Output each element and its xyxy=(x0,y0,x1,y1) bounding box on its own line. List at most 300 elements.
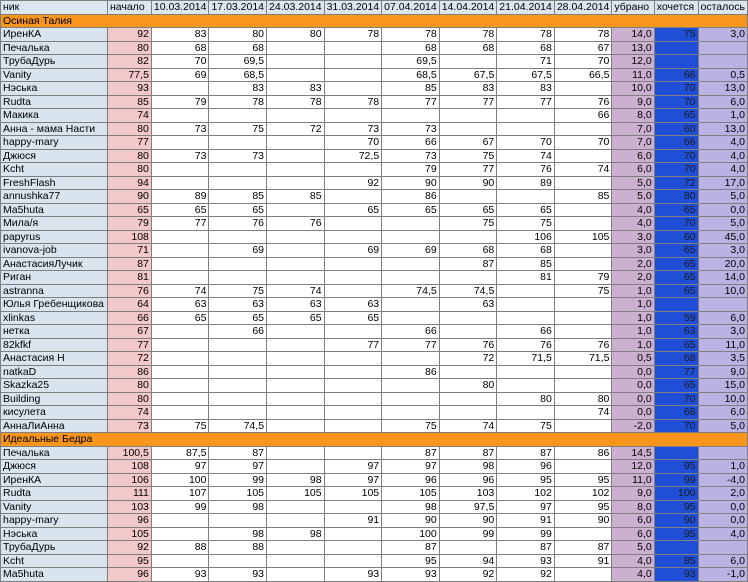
value-cell[interactable] xyxy=(209,136,267,150)
value-cell[interactable]: 67 xyxy=(439,136,497,150)
value-cell[interactable]: 102 xyxy=(497,487,555,501)
value-cell[interactable]: 76 xyxy=(554,338,612,352)
value-cell[interactable]: 86 xyxy=(382,365,440,379)
value-cell[interactable]: 67,5 xyxy=(439,68,497,82)
value-cell[interactable]: 66,5 xyxy=(554,68,612,82)
nick-cell[interactable]: Макика xyxy=(1,109,108,123)
value-cell[interactable]: 98 xyxy=(209,527,267,541)
value-cell[interactable]: 3,0 xyxy=(698,325,747,339)
value-cell[interactable] xyxy=(267,136,325,150)
nick-cell[interactable]: Ma5huta xyxy=(1,568,108,582)
value-cell[interactable]: 77 xyxy=(497,95,555,109)
value-cell[interactable]: 78 xyxy=(382,28,440,42)
value-cell[interactable]: 75 xyxy=(439,149,497,163)
value-cell[interactable]: 66 xyxy=(554,109,612,123)
nick-cell[interactable]: Rudta xyxy=(1,487,108,501)
value-cell[interactable]: 80 xyxy=(497,392,555,406)
value-cell[interactable] xyxy=(324,284,382,298)
value-cell[interactable]: 73 xyxy=(107,419,151,433)
value-cell[interactable]: 5,0 xyxy=(698,190,747,204)
value-cell[interactable]: 4,0 xyxy=(612,568,654,582)
value-cell[interactable]: 60 xyxy=(654,230,698,244)
value-cell[interactable] xyxy=(497,298,555,312)
value-cell[interactable]: 80 xyxy=(107,149,151,163)
value-cell[interactable]: 74 xyxy=(497,149,555,163)
value-cell[interactable] xyxy=(554,568,612,582)
value-cell[interactable]: 108 xyxy=(107,230,151,244)
value-cell[interactable]: 63 xyxy=(654,325,698,339)
header-cell[interactable]: 17.03.2014 xyxy=(209,1,267,15)
value-cell[interactable] xyxy=(267,271,325,285)
value-cell[interactable]: 69 xyxy=(209,244,267,258)
value-cell[interactable] xyxy=(267,149,325,163)
value-cell[interactable] xyxy=(151,176,209,190)
value-cell[interactable]: 8,0 xyxy=(612,109,654,123)
value-cell[interactable]: 65 xyxy=(267,311,325,325)
value-cell[interactable]: 103 xyxy=(439,487,497,501)
value-cell[interactable] xyxy=(151,406,209,420)
value-cell[interactable]: 73 xyxy=(151,149,209,163)
value-cell[interactable]: 107 xyxy=(151,487,209,501)
nick-cell[interactable]: Kcht xyxy=(1,163,108,177)
value-cell[interactable]: 74 xyxy=(107,109,151,123)
value-cell[interactable] xyxy=(324,352,382,366)
value-cell[interactable]: 5,0 xyxy=(612,190,654,204)
value-cell[interactable]: 66 xyxy=(382,325,440,339)
value-cell[interactable]: 74,5 xyxy=(382,284,440,298)
value-cell[interactable]: 83 xyxy=(497,82,555,96)
value-cell[interactable]: 75 xyxy=(654,28,698,42)
value-cell[interactable]: 91 xyxy=(497,514,555,528)
value-cell[interactable]: 93 xyxy=(324,568,382,582)
value-cell[interactable] xyxy=(382,109,440,123)
group-label[interactable]: Идеальные Бедра xyxy=(1,433,748,447)
value-cell[interactable] xyxy=(209,257,267,271)
value-cell[interactable]: 6,0 xyxy=(698,311,747,325)
value-cell[interactable]: -2,0 xyxy=(612,419,654,433)
value-cell[interactable]: 78 xyxy=(324,28,382,42)
value-cell[interactable]: 67 xyxy=(554,41,612,55)
value-cell[interactable] xyxy=(151,379,209,393)
value-cell[interactable]: -1,0 xyxy=(698,568,747,582)
value-cell[interactable] xyxy=(324,68,382,82)
value-cell[interactable]: 65 xyxy=(654,203,698,217)
value-cell[interactable]: 95 xyxy=(497,473,555,487)
value-cell[interactable] xyxy=(439,392,497,406)
value-cell[interactable] xyxy=(497,109,555,123)
value-cell[interactable] xyxy=(209,365,267,379)
value-cell[interactable] xyxy=(324,109,382,123)
value-cell[interactable]: 5,0 xyxy=(698,217,747,231)
value-cell[interactable] xyxy=(267,55,325,69)
value-cell[interactable] xyxy=(209,554,267,568)
value-cell[interactable]: 100 xyxy=(382,527,440,541)
value-cell[interactable]: 95 xyxy=(654,527,698,541)
value-cell[interactable]: 97 xyxy=(151,460,209,474)
value-cell[interactable] xyxy=(324,217,382,231)
value-cell[interactable]: 68 xyxy=(439,41,497,55)
value-cell[interactable]: 106 xyxy=(497,230,555,244)
value-cell[interactable] xyxy=(151,325,209,339)
value-cell[interactable]: 105 xyxy=(554,230,612,244)
value-cell[interactable]: 74 xyxy=(151,284,209,298)
value-cell[interactable]: 87 xyxy=(382,541,440,555)
value-cell[interactable]: 17,0 xyxy=(698,176,747,190)
value-cell[interactable] xyxy=(209,392,267,406)
value-cell[interactable]: 97 xyxy=(209,460,267,474)
value-cell[interactable]: 9,0 xyxy=(612,487,654,501)
value-cell[interactable]: 15,0 xyxy=(698,379,747,393)
header-cell[interactable]: хочется xyxy=(654,1,698,15)
value-cell[interactable]: 7,0 xyxy=(612,136,654,150)
value-cell[interactable]: 75 xyxy=(554,284,612,298)
value-cell[interactable]: 76 xyxy=(107,284,151,298)
nick-cell[interactable]: ivanova-job xyxy=(1,244,108,258)
value-cell[interactable] xyxy=(151,271,209,285)
value-cell[interactable]: 14,0 xyxy=(698,271,747,285)
value-cell[interactable]: 72,5 xyxy=(324,149,382,163)
value-cell[interactable] xyxy=(267,446,325,460)
value-cell[interactable]: 73 xyxy=(151,122,209,136)
value-cell[interactable] xyxy=(151,136,209,150)
value-cell[interactable]: 80 xyxy=(107,122,151,136)
value-cell[interactable] xyxy=(382,230,440,244)
value-cell[interactable] xyxy=(324,190,382,204)
value-cell[interactable]: 82 xyxy=(107,55,151,69)
value-cell[interactable]: 80 xyxy=(107,163,151,177)
value-cell[interactable]: 79 xyxy=(107,217,151,231)
value-cell[interactable] xyxy=(497,406,555,420)
value-cell[interactable] xyxy=(209,379,267,393)
value-cell[interactable] xyxy=(324,82,382,96)
value-cell[interactable]: 68 xyxy=(209,41,267,55)
value-cell[interactable]: 93 xyxy=(654,568,698,582)
value-cell[interactable]: 79 xyxy=(554,271,612,285)
value-cell[interactable]: 73 xyxy=(382,122,440,136)
value-cell[interactable]: 3,5 xyxy=(698,352,747,366)
value-cell[interactable]: 100 xyxy=(654,487,698,501)
value-cell[interactable]: 90 xyxy=(554,514,612,528)
value-cell[interactable] xyxy=(554,325,612,339)
value-cell[interactable] xyxy=(698,41,747,55)
value-cell[interactable]: 69,5 xyxy=(382,55,440,69)
value-cell[interactable] xyxy=(554,527,612,541)
value-cell[interactable]: 97,5 xyxy=(439,500,497,514)
value-cell[interactable]: 78 xyxy=(209,95,267,109)
value-cell[interactable]: 95 xyxy=(554,473,612,487)
value-cell[interactable]: 70 xyxy=(654,163,698,177)
value-cell[interactable]: 70 xyxy=(654,149,698,163)
value-cell[interactable]: 1,0 xyxy=(612,311,654,325)
value-cell[interactable] xyxy=(698,446,747,460)
value-cell[interactable] xyxy=(151,392,209,406)
value-cell[interactable]: 69 xyxy=(382,244,440,258)
value-cell[interactable]: 85 xyxy=(497,257,555,271)
value-cell[interactable]: 1,0 xyxy=(698,109,747,123)
value-cell[interactable]: 69 xyxy=(324,244,382,258)
value-cell[interactable]: 77 xyxy=(107,136,151,150)
value-cell[interactable]: 75 xyxy=(209,122,267,136)
value-cell[interactable]: 75 xyxy=(497,419,555,433)
value-cell[interactable]: 99 xyxy=(439,527,497,541)
header-cell[interactable]: 07.04.2014 xyxy=(382,1,440,15)
value-cell[interactable]: 75 xyxy=(209,284,267,298)
value-cell[interactable]: 79 xyxy=(382,163,440,177)
value-cell[interactable]: 65 xyxy=(654,284,698,298)
value-cell[interactable]: 70 xyxy=(654,217,698,231)
value-cell[interactable]: 70 xyxy=(654,82,698,96)
value-cell[interactable]: 6,0 xyxy=(698,95,747,109)
value-cell[interactable]: 5,0 xyxy=(612,176,654,190)
header-cell[interactable]: начало xyxy=(107,1,151,15)
value-cell[interactable]: 86 xyxy=(382,190,440,204)
value-cell[interactable] xyxy=(439,109,497,123)
nick-cell[interactable]: annushka77 xyxy=(1,190,108,204)
value-cell[interactable] xyxy=(382,298,440,312)
value-cell[interactable]: 89 xyxy=(151,190,209,204)
value-cell[interactable]: 0,0 xyxy=(612,406,654,420)
value-cell[interactable]: 90 xyxy=(439,514,497,528)
value-cell[interactable]: 85 xyxy=(554,190,612,204)
value-cell[interactable]: 65 xyxy=(654,338,698,352)
value-cell[interactable] xyxy=(267,325,325,339)
value-cell[interactable] xyxy=(151,163,209,177)
value-cell[interactable]: 65 xyxy=(654,244,698,258)
value-cell[interactable]: 0,0 xyxy=(612,379,654,393)
value-cell[interactable] xyxy=(209,514,267,528)
value-cell[interactable]: 76 xyxy=(497,338,555,352)
value-cell[interactable]: 108 xyxy=(107,460,151,474)
value-cell[interactable] xyxy=(654,41,698,55)
value-cell[interactable] xyxy=(439,311,497,325)
value-cell[interactable]: 4,0 xyxy=(698,136,747,150)
value-cell[interactable]: 74,5 xyxy=(209,419,267,433)
header-cell[interactable]: 10.03.2014 xyxy=(151,1,209,15)
value-cell[interactable]: 68 xyxy=(654,352,698,366)
value-cell[interactable] xyxy=(267,109,325,123)
value-cell[interactable] xyxy=(554,460,612,474)
value-cell[interactable]: 65 xyxy=(151,203,209,217)
value-cell[interactable]: 10,0 xyxy=(612,82,654,96)
value-cell[interactable]: 87 xyxy=(554,541,612,555)
value-cell[interactable] xyxy=(209,163,267,177)
value-cell[interactable]: 95 xyxy=(654,460,698,474)
value-cell[interactable]: 96 xyxy=(382,473,440,487)
value-cell[interactable] xyxy=(654,55,698,69)
value-cell[interactable]: 7,0 xyxy=(612,122,654,136)
value-cell[interactable]: 91 xyxy=(554,554,612,568)
value-cell[interactable]: 103 xyxy=(107,500,151,514)
value-cell[interactable]: 92 xyxy=(439,568,497,582)
value-cell[interactable]: 14,0 xyxy=(612,28,654,42)
value-cell[interactable]: 0,0 xyxy=(612,392,654,406)
value-cell[interactable]: 2,0 xyxy=(612,271,654,285)
value-cell[interactable]: 71,5 xyxy=(497,352,555,366)
value-cell[interactable]: 74 xyxy=(554,163,612,177)
value-cell[interactable]: 68 xyxy=(382,41,440,55)
value-cell[interactable] xyxy=(267,406,325,420)
value-cell[interactable]: 70 xyxy=(497,136,555,150)
value-cell[interactable]: 95 xyxy=(382,554,440,568)
value-cell[interactable]: 77,5 xyxy=(107,68,151,82)
value-cell[interactable]: 85 xyxy=(267,190,325,204)
value-cell[interactable]: 95 xyxy=(654,500,698,514)
value-cell[interactable]: 68 xyxy=(654,406,698,420)
value-cell[interactable] xyxy=(554,217,612,231)
value-cell[interactable] xyxy=(382,257,440,271)
nick-cell[interactable]: xlinkas xyxy=(1,311,108,325)
value-cell[interactable]: -4,0 xyxy=(698,473,747,487)
value-cell[interactable]: 14,5 xyxy=(612,446,654,460)
value-cell[interactable]: 102 xyxy=(554,487,612,501)
value-cell[interactable] xyxy=(267,68,325,82)
value-cell[interactable] xyxy=(267,554,325,568)
value-cell[interactable]: 87 xyxy=(439,446,497,460)
value-cell[interactable]: 111 xyxy=(107,487,151,501)
value-cell[interactable]: 3,0 xyxy=(698,244,747,258)
value-cell[interactable]: 74 xyxy=(554,406,612,420)
value-cell[interactable] xyxy=(439,190,497,204)
value-cell[interactable]: 2,0 xyxy=(698,487,747,501)
nick-cell[interactable]: АнастасияЛучик xyxy=(1,257,108,271)
value-cell[interactable]: 98 xyxy=(267,527,325,541)
value-cell[interactable]: 8,0 xyxy=(612,500,654,514)
value-cell[interactable]: 88 xyxy=(151,541,209,555)
value-cell[interactable]: 87,5 xyxy=(151,446,209,460)
value-cell[interactable] xyxy=(267,568,325,582)
value-cell[interactable]: 96 xyxy=(107,568,151,582)
nick-cell[interactable]: АннаЛиАнна xyxy=(1,419,108,433)
value-cell[interactable]: 105 xyxy=(267,487,325,501)
value-cell[interactable] xyxy=(497,122,555,136)
value-cell[interactable] xyxy=(267,338,325,352)
nick-cell[interactable]: Нэська xyxy=(1,82,108,96)
value-cell[interactable]: 91 xyxy=(324,514,382,528)
value-cell[interactable]: 87 xyxy=(382,446,440,460)
value-cell[interactable] xyxy=(324,163,382,177)
value-cell[interactable]: 68,5 xyxy=(209,68,267,82)
nick-cell[interactable]: Vanity xyxy=(1,500,108,514)
value-cell[interactable]: 6,0 xyxy=(612,527,654,541)
nick-cell[interactable]: Ma5huta xyxy=(1,203,108,217)
value-cell[interactable]: 73 xyxy=(382,149,440,163)
value-cell[interactable] xyxy=(382,271,440,285)
value-cell[interactable] xyxy=(654,446,698,460)
value-cell[interactable] xyxy=(554,419,612,433)
value-cell[interactable]: 3,0 xyxy=(612,244,654,258)
value-cell[interactable]: 65 xyxy=(209,203,267,217)
value-cell[interactable]: 1,0 xyxy=(612,298,654,312)
nick-cell[interactable]: Kcht xyxy=(1,554,108,568)
value-cell[interactable]: 90 xyxy=(382,514,440,528)
value-cell[interactable]: 63 xyxy=(267,298,325,312)
value-cell[interactable] xyxy=(324,392,382,406)
value-cell[interactable]: 13,0 xyxy=(698,82,747,96)
value-cell[interactable]: 89 xyxy=(497,176,555,190)
value-cell[interactable] xyxy=(497,311,555,325)
value-cell[interactable]: 1,0 xyxy=(698,460,747,474)
value-cell[interactable]: 80 xyxy=(654,190,698,204)
value-cell[interactable]: 70 xyxy=(554,136,612,150)
value-cell[interactable] xyxy=(554,298,612,312)
value-cell[interactable] xyxy=(209,230,267,244)
nick-cell[interactable]: ТрубаДурь xyxy=(1,55,108,69)
value-cell[interactable] xyxy=(554,82,612,96)
value-cell[interactable] xyxy=(654,541,698,555)
value-cell[interactable]: 68 xyxy=(497,244,555,258)
value-cell[interactable]: 77 xyxy=(439,95,497,109)
header-cell[interactable]: ник xyxy=(1,1,108,15)
value-cell[interactable]: 10,0 xyxy=(698,284,747,298)
value-cell[interactable]: 65 xyxy=(324,311,382,325)
value-cell[interactable] xyxy=(554,257,612,271)
value-cell[interactable]: 6,0 xyxy=(698,406,747,420)
value-cell[interactable]: 63 xyxy=(209,298,267,312)
value-cell[interactable] xyxy=(698,55,747,69)
value-cell[interactable]: 99 xyxy=(497,527,555,541)
value-cell[interactable]: 80 xyxy=(209,28,267,42)
value-cell[interactable]: 65 xyxy=(382,203,440,217)
value-cell[interactable]: 105 xyxy=(324,487,382,501)
header-cell[interactable]: 28.04.2014 xyxy=(554,1,612,15)
nick-cell[interactable]: кисулета xyxy=(1,406,108,420)
value-cell[interactable]: 13,0 xyxy=(612,41,654,55)
value-cell[interactable] xyxy=(497,284,555,298)
value-cell[interactable]: 99 xyxy=(654,473,698,487)
value-cell[interactable]: 74 xyxy=(107,406,151,420)
value-cell[interactable]: 20,0 xyxy=(698,257,747,271)
value-cell[interactable]: 64 xyxy=(107,298,151,312)
value-cell[interactable]: 60 xyxy=(654,122,698,136)
value-cell[interactable]: 5,0 xyxy=(698,419,747,433)
nick-cell[interactable]: Мила/я xyxy=(1,217,108,231)
value-cell[interactable] xyxy=(209,352,267,366)
nick-cell[interactable]: Skazka25 xyxy=(1,379,108,393)
value-cell[interactable]: 77 xyxy=(654,365,698,379)
value-cell[interactable] xyxy=(554,122,612,136)
value-cell[interactable]: 65 xyxy=(107,203,151,217)
value-cell[interactable] xyxy=(497,365,555,379)
value-cell[interactable] xyxy=(267,203,325,217)
value-cell[interactable] xyxy=(382,392,440,406)
value-cell[interactable] xyxy=(382,217,440,231)
value-cell[interactable]: 75 xyxy=(497,217,555,231)
value-cell[interactable]: 4,0 xyxy=(612,554,654,568)
value-cell[interactable] xyxy=(151,338,209,352)
value-cell[interactable]: 73 xyxy=(209,149,267,163)
value-cell[interactable]: 99 xyxy=(209,473,267,487)
value-cell[interactable]: 63 xyxy=(439,298,497,312)
value-cell[interactable]: 75 xyxy=(382,419,440,433)
value-cell[interactable] xyxy=(267,244,325,258)
value-cell[interactable]: 77 xyxy=(107,338,151,352)
value-cell[interactable]: 83 xyxy=(151,28,209,42)
value-cell[interactable] xyxy=(324,446,382,460)
value-cell[interactable] xyxy=(267,365,325,379)
value-cell[interactable] xyxy=(324,230,382,244)
value-cell[interactable]: 95 xyxy=(107,554,151,568)
value-cell[interactable]: 11,0 xyxy=(698,338,747,352)
value-cell[interactable]: 0,0 xyxy=(698,500,747,514)
value-cell[interactable] xyxy=(698,541,747,555)
value-cell[interactable] xyxy=(324,379,382,393)
value-cell[interactable]: 0,5 xyxy=(612,352,654,366)
value-cell[interactable] xyxy=(324,271,382,285)
value-cell[interactable] xyxy=(382,406,440,420)
nick-cell[interactable]: FreshFlash xyxy=(1,176,108,190)
value-cell[interactable] xyxy=(267,392,325,406)
value-cell[interactable]: 77 xyxy=(151,217,209,231)
